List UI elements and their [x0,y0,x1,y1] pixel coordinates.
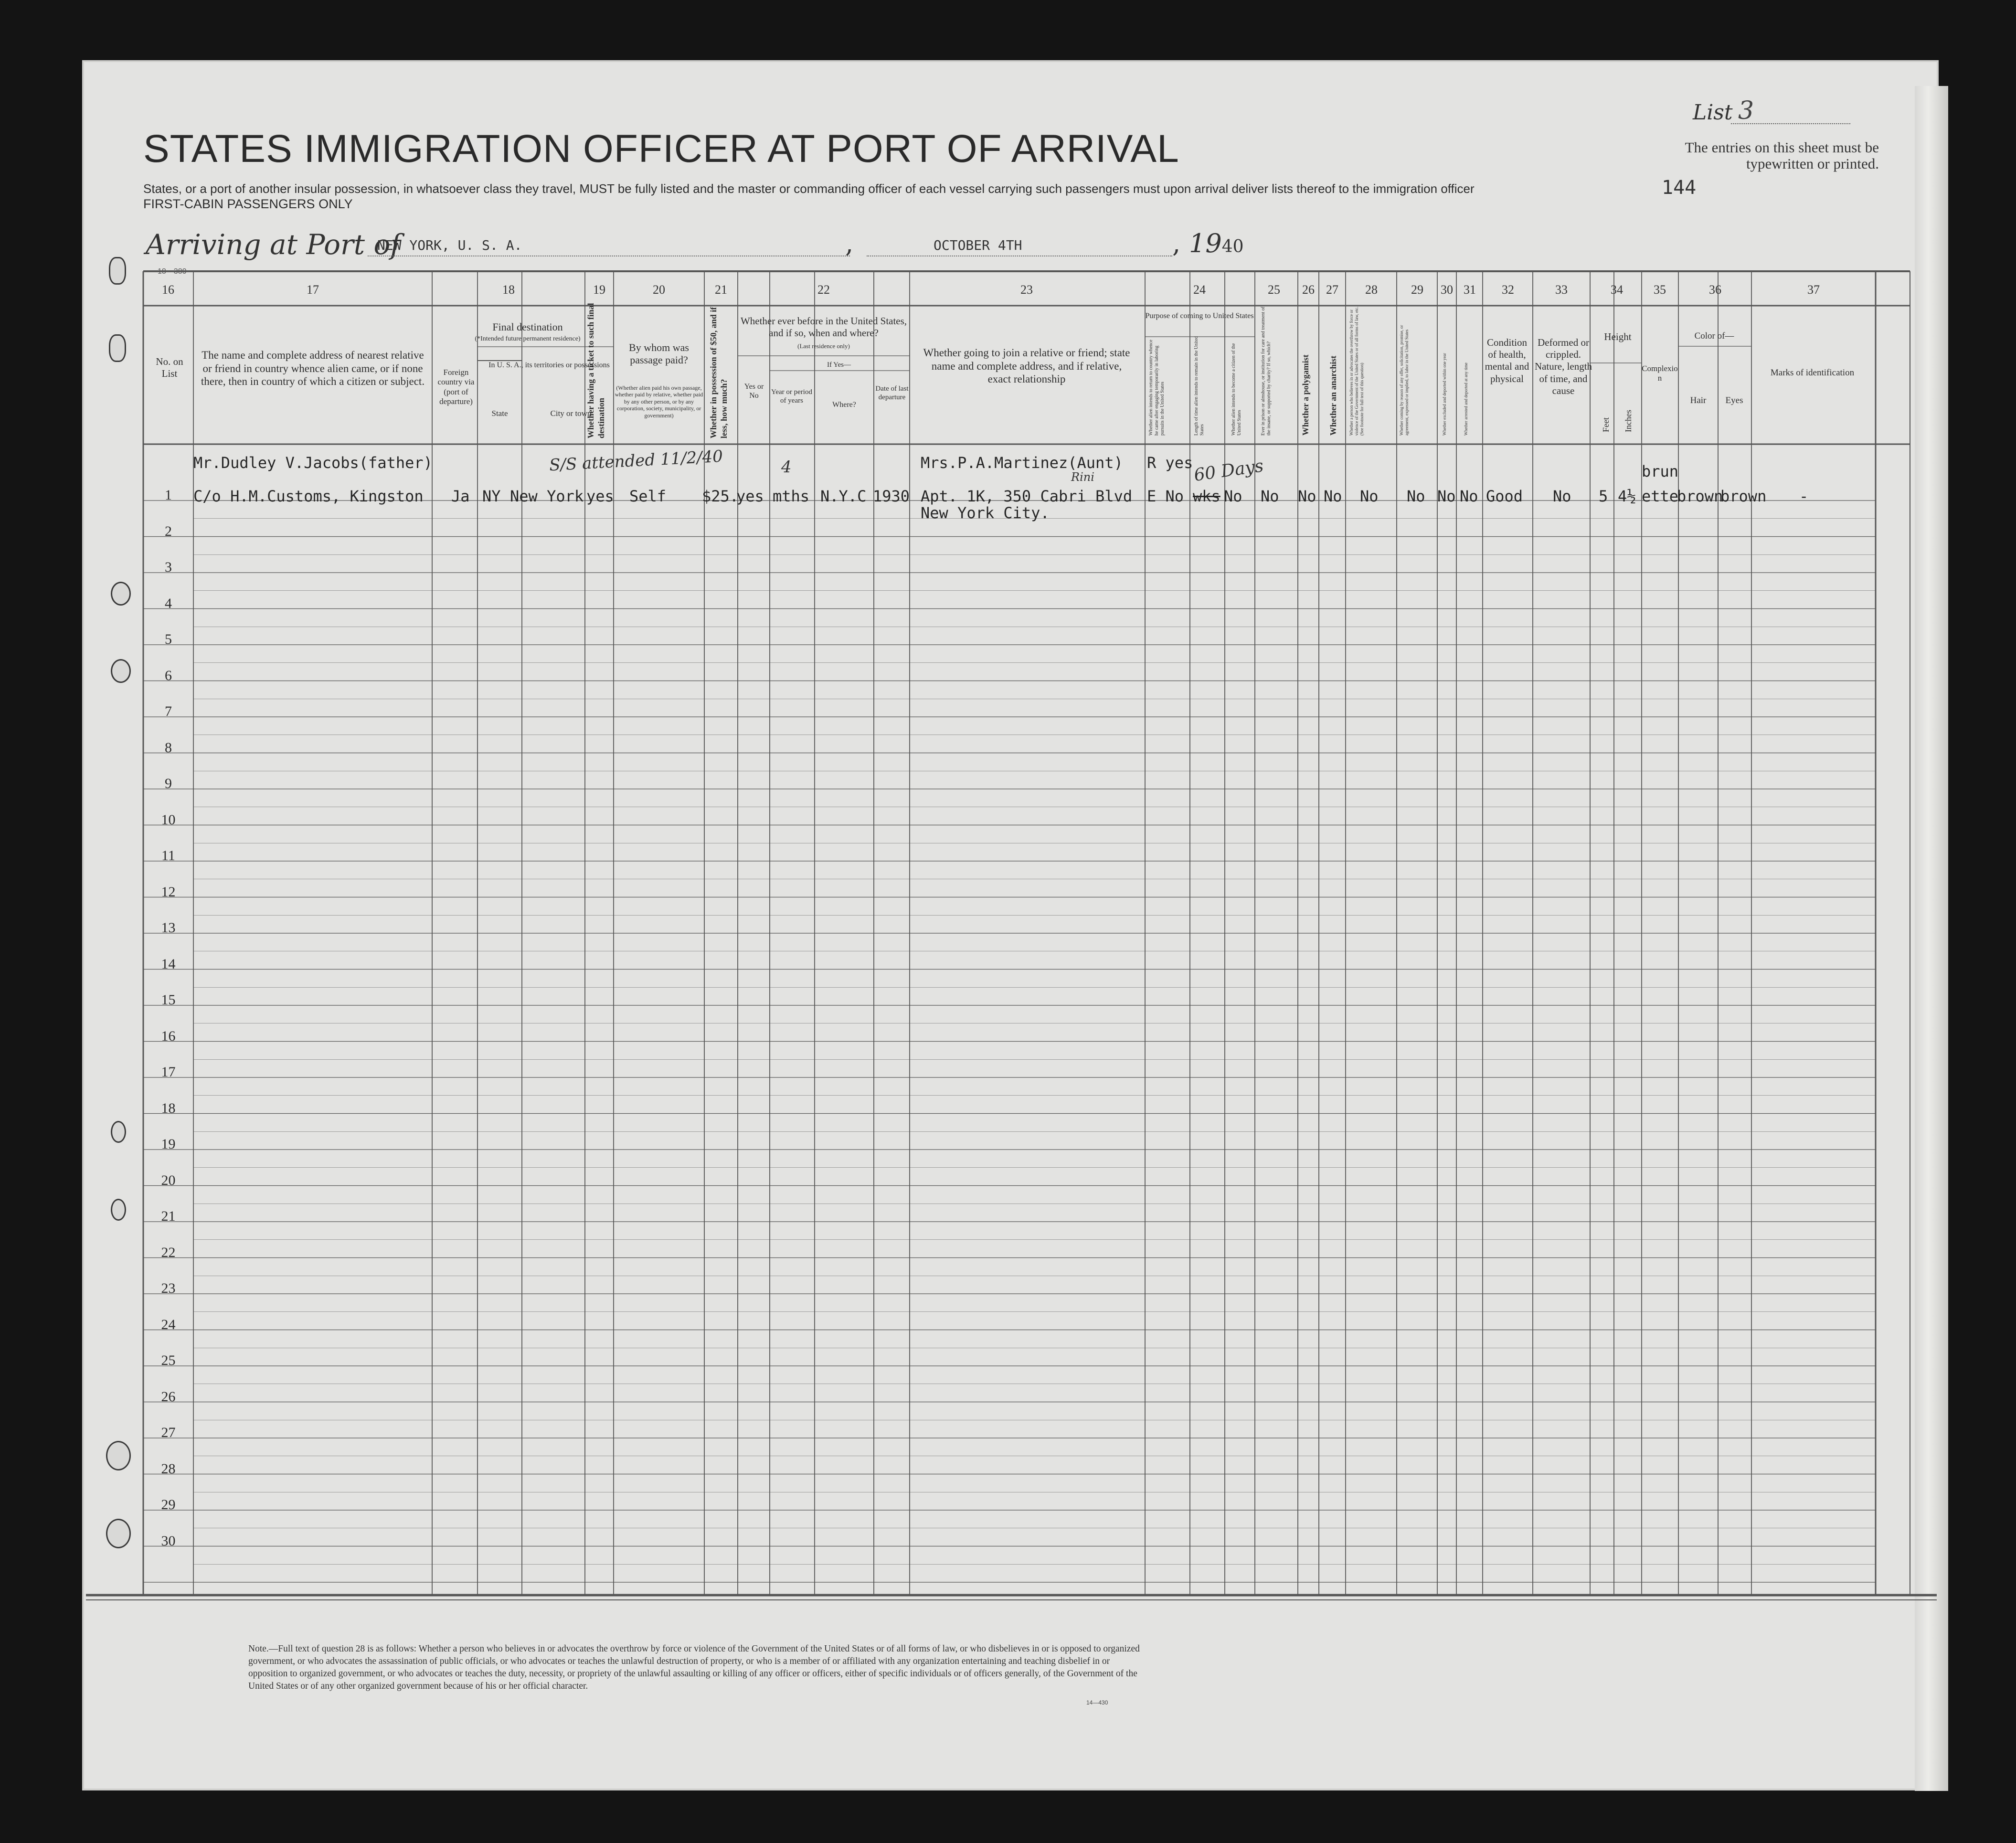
binder-hole [106,1441,131,1470]
header-yes-no: Yes or No [744,383,764,400]
row-number: 13 [161,920,176,936]
column-number: 35 [1654,283,1666,297]
header-q31-text: Whether arrested and deported at any time [1464,362,1468,436]
entry-city: New York [510,487,584,505]
row-number: 17 [161,1064,176,1080]
column-number: 21 [715,283,727,297]
column-number: 24 [1193,283,1206,297]
header-ever-before-note: (Last residence only) [797,342,850,350]
row-number: 15 [161,992,176,1008]
header-no-on-list: No. on List [156,356,183,380]
header-purpose-a-text: Whether alien intends to return to country whence he came after engaging temporarily in laboring pursuits in the United States [1148,340,1165,436]
header-q28-text: Whether a person who believes in or advocates the overthrow by force or violence of the Government of the United States or of all forms of law, etc. (See footnote for full text of this question) [1349,307,1364,436]
binder-hole [111,1199,126,1221]
header-passage-paid-note: (Whether alien paid his own passage, whether paid by relative, whether paid by any other person, or by any corporation, society, municipality, or government) [615,384,703,419]
handwritten-annotation: S/S attended 11/2/40 [549,447,723,475]
sheet-number: 144 [1662,177,1697,199]
header-where: Where? [832,401,856,409]
header-health: Condition of health, mental and physical [1485,337,1529,384]
list-label: List [1693,100,1733,125]
port-value: NEW YORK, U. S. A. [377,237,522,253]
header-possession-50-text: Whether in possession of $50, and if less, how much? [709,307,729,438]
row-number: 10 [161,811,176,828]
header-hair: Hair [1690,395,1707,405]
header-purpose-c-text: Whether alien intends to become a citizen of the United States [1231,343,1242,436]
binder-hole [111,582,131,606]
row-number: 30 [161,1533,176,1549]
row-number: 12 [161,884,176,900]
list-number: 3 [1738,96,1754,125]
date-value: OCTOBER 4TH [934,237,1022,253]
header-nearest-relative: The name and complete address of nearest relative or friend in country whence alien came, or if none there, then in country of which a citizen or subject. [201,349,425,388]
entry-polygamist: No [1298,487,1316,505]
entry-prison: No [1261,487,1279,505]
binder-clip [109,334,126,362]
row-number: 8 [165,739,172,756]
row-number: 22 [161,1244,176,1260]
header-inches [1623,410,1634,432]
header-anarchist [1328,356,1338,436]
header-ticket-text: Whether having a ticket to such final destination [586,303,606,438]
entry-relative-address: C/o H.M.Customs, Kingston [193,487,424,505]
header-year-period: Year or period of years [771,388,812,405]
column-number: 25 [1268,283,1280,297]
header-deformed: Deformed or crippled. Nature, length of time, and cause [1534,337,1592,396]
header-purpose: Purpose of coming to United States [1145,312,1254,320]
column-number: 29 [1411,283,1423,297]
row-number: 14 [161,956,176,972]
row-number: 16 [161,1028,176,1044]
entry-purpose-e: E No [1147,487,1184,505]
row-number: 25 [161,1353,176,1368]
binder-hole [106,1519,131,1548]
entries-note: The entries on this sheet must be typewritten or printed. [1685,139,1879,172]
form-number: 14—430 [1086,1699,1108,1706]
binder-hole [111,1121,126,1143]
entry-state: NY [482,487,501,505]
row-number: 28 [161,1460,176,1477]
header-date-last-departure: Date of last departure [875,385,909,401]
row-number: 11 [161,848,175,863]
column-number: 36 [1709,283,1721,297]
header-polygamist [1301,354,1311,436]
header-purpose-b [1194,335,1205,436]
footnote-q28: Note.—Full text of question 28 is as follows: Whether a person who believes in or advocates the overthrow by force or violence of the Government of the United States or of all forms of law, or who disbelieves in or is opposed to organized government, or who advocates the assassination of public officials, or who advocates or teaches the unlawful destruction of property, or who is a member of or affiliated with any organization entertaining and teaching disbelief in or opposition to organized government, or who advocates or teaches the duty, necessity, or propriety of the unlawful assaulting or killing of any officer or officers, either of specific individuals or of officers generally, of the Government of the United States or of any other organized government because of his or her official character. [248,1644,1140,1691]
entry-date-last-departure: 1930 [873,487,910,505]
row-number: 27 [161,1425,176,1440]
header-final-destination: Final destination [492,321,563,333]
entry-ticket: yes [586,487,614,505]
column-number: 26 [1302,283,1315,297]
column-number: 33 [1555,283,1568,297]
entry-hair: brown [1677,487,1723,505]
entry-length-struck: wks [1193,487,1220,505]
column-number: 28 [1365,283,1378,297]
comma-mark: , [1172,228,1181,258]
comma-mark: , [845,228,854,258]
header-q28 [1349,307,1365,436]
header-final-destination-note: (*Intended future permanent residence) [475,335,581,342]
header-q30-text: Whether excluded and deported within one year [1442,353,1447,436]
header-feet-text: Feet [1601,417,1611,432]
entry-length-handwritten: 60 Days [1192,456,1265,485]
header-color-of: Color of— [1694,331,1734,341]
arriving-label: Arriving at Port of [146,228,401,261]
entry-join-city: New York City. [921,504,1050,522]
entry-ever-before: yes [736,487,764,505]
row-number: 1 [165,487,172,503]
column-number: 31 [1464,283,1476,297]
header-purpose-a [1148,335,1166,436]
header-purpose-b-text: Length of time alien intends to remain in the United States [1194,336,1205,436]
header-q29 [1399,307,1410,436]
row-number: 24 [161,1316,176,1332]
row-number: 9 [165,776,172,791]
header-feet [1601,417,1611,432]
column-number: 37 [1807,283,1820,297]
year-prefix: 19 [1189,228,1222,258]
row-number: 6 [165,667,172,683]
column-number: 19 [593,283,605,297]
row-number: 21 [161,1208,176,1224]
entry-q28: No [1360,487,1379,505]
column-number: 32 [1502,283,1514,297]
instructions-line: States, or a port of another insular possession, in whatsoever class they travel, MUST be fully listed and the master or commanding officer of each vessel carrying such passengers must upon arrival deliver lists thereof to the immigration officer [143,181,1475,196]
header-prison [1261,307,1272,436]
binder-hole [111,659,131,683]
entry-q30: No [1437,487,1456,505]
header-if-yes: If Yes— [827,361,851,369]
entry-foreign-country: Ja [451,487,470,505]
header-anarchist-text: Whether an anarchist [1328,355,1338,436]
entry-citizen: No [1224,487,1242,505]
header-possession-50 [708,300,729,438]
column-number: 20 [653,283,665,297]
entry-period: mths [773,487,810,505]
entry-eyes: brown [1720,487,1767,505]
row-number: 5 [165,631,172,647]
header-marks: Marks of identification [1770,368,1855,378]
header-q30 [1442,321,1447,436]
entry-complexion-2: ette [1642,487,1679,505]
row-number: 19 [161,1136,176,1152]
entry-join-name: Mrs.P.A.Martinez(Aunt) [921,454,1123,472]
entry-q31: No [1460,487,1478,505]
header-ticket [585,300,606,438]
page-title: STATES IMMIGRATION OFFICER AT PORT OF ARRIVAL [143,127,1179,170]
header-prison-text: Ever in prison or almshouse, or institution for care and treatment of the insane, or supported by charity? If so, which? [1261,307,1272,436]
entry-money: $25. [702,487,739,505]
column-number: 34 [1611,283,1623,297]
column-number: 16 [162,283,174,297]
row-number: 29 [161,1497,176,1513]
entry-relative-name: Mr.Dudley V.Jacobs(father) [193,454,433,472]
entry-inches: 4½ [1618,487,1636,505]
binder-clip [109,257,126,285]
entry-health: Good [1486,487,1523,505]
entry-purpose-return: R yes [1147,454,1193,472]
row-number: 23 [161,1280,176,1296]
header-purpose-c [1231,335,1242,436]
header-in-usa: In U. S. A., its territories or possessions [488,361,610,369]
header-eyes: Eyes [1725,395,1743,405]
column-number: 17 [307,283,319,297]
row-number: 3 [165,559,172,575]
entry-period-number: 4 [781,458,792,477]
entry-paid-by: Self [629,487,667,505]
column-number: 27 [1326,283,1338,297]
header-polygamist-text: Whether a polygamist [1301,354,1310,436]
header-q29-text: Whether coming by reason of any offer, solicitation, promise, or agreement, expressed or implied, to labor in the United States [1399,325,1409,436]
entry-anarchist: No [1324,487,1342,505]
header-city: City or town [550,409,592,418]
column-number: 30 [1441,283,1453,297]
entry-join-address: Apt. 1K, 350 Cabri Blvd [921,487,1133,505]
row-number: 2 [165,523,172,539]
row-number: 26 [161,1388,176,1405]
header-state: State [491,409,508,418]
year-suffix: 40 [1221,237,1244,256]
entry-join-insert: Rini [1071,470,1094,484]
header-passage-paid: By whom was passage paid? [629,341,689,366]
entry-feet: 5 [1599,487,1608,505]
row-number: 4 [165,595,172,611]
entry-where: N.Y.C [820,487,867,505]
header-height: Height [1604,331,1632,342]
first-cabin-label: FIRST-CABIN PASSENGERS ONLY [143,197,353,211]
header-inches-text: Inches [1623,410,1633,432]
column-number: 22 [817,283,830,297]
header-ever-before: Whether ever before in the United States, and if so, when and where? [740,315,907,339]
entry-complexion-1: brun [1642,462,1679,480]
row-number: 18 [161,1100,176,1116]
form-code: 18—380 [158,267,187,276]
header-q31 [1464,321,1469,436]
column-number: 18 [502,283,515,297]
row-number: 20 [161,1172,176,1188]
row-number: 7 [165,703,172,719]
entry-marks: - [1799,487,1809,505]
entry-q29: No [1407,487,1425,505]
entry-deformed: No [1553,487,1571,505]
header-complexion: Complexion [1642,364,1678,383]
header-foreign-country: Foreign country via (port of departure) [437,368,475,406]
column-number: 23 [1020,283,1033,297]
header-join-relative: Whether going to join a relative or friend; state name and complete address, and if relative, exact relationship [923,347,1130,385]
